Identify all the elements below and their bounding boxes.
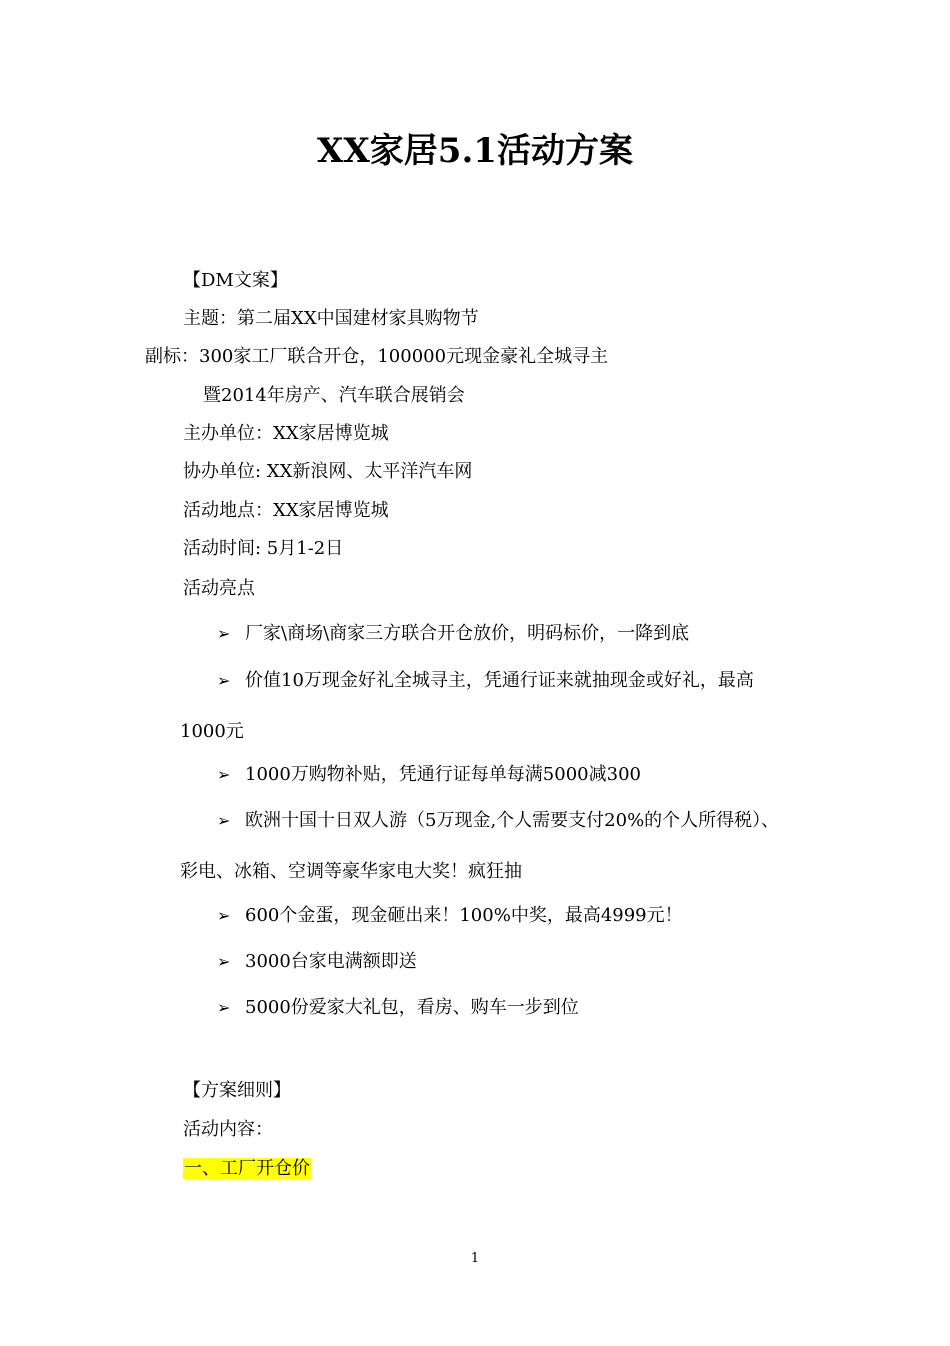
theme-line: 主题：第二届XX中国建材家具购物节	[183, 308, 479, 329]
plan-item-1	[183, 1160, 311, 1178]
arrow-bullet-icon: ➢	[217, 906, 231, 925]
arrow-bullet-icon: ➢	[217, 998, 231, 1017]
arrow-bullet-icon: ➢	[217, 624, 231, 643]
arrow-bullet-icon: ➢	[217, 765, 231, 784]
arrow-bullet-icon: ➢	[217, 811, 231, 830]
highlighted-heading: 一、工厂开仓价	[184, 1158, 310, 1179]
highlight-item	[217, 812, 779, 830]
highlight-text: 3000台家电满额即送	[245, 951, 417, 972]
highlight-continuation: 彩电、冰箱、空调等豪华家电大奖！疯狂抽	[180, 861, 522, 882]
highlight-text: 600个金蛋，现金砸出来！100%中奖，最高4999元！	[245, 905, 683, 926]
highlight-item	[217, 766, 641, 784]
time-line: 活动时间: 5月1-2日	[183, 538, 344, 559]
highlight-continuation: 1000元	[180, 721, 244, 742]
arrow-bullet-icon: ➢	[217, 952, 231, 971]
highlight-item	[217, 907, 683, 925]
highlight-item	[217, 999, 579, 1017]
co-organizer-line: 协办单位: XX新浪网、太平洋汽车网	[183, 461, 473, 482]
organizer-line: 主办单位：XX家居博览城	[183, 423, 389, 444]
document-title: XX家居5.1活动方案	[317, 131, 633, 171]
highlight-text: 1000万购物补贴，凭通行证每单每满5000减300	[245, 764, 641, 785]
dm-section-header: 【DM文案】	[183, 270, 288, 291]
arrow-bullet-icon: ➢	[217, 671, 231, 690]
highlight-text: 5000份爱家大礼包，看房、购车一步到位	[245, 997, 579, 1018]
page-number: 1	[470, 1251, 480, 1266]
subtitle-line-1: 副标：300家工厂联合开仓，100000元现金豪礼全城寻主	[145, 346, 609, 367]
highlight-item	[217, 672, 754, 690]
highlight-item	[217, 625, 689, 643]
highlight-text: 价值10万现金好礼全城寻主，凭通行证来就抽现金或好礼，最高	[245, 670, 754, 691]
plan-section-header: 【方案细则】	[183, 1080, 291, 1101]
location-line: 活动地点：XX家居博览城	[183, 500, 389, 521]
subtitle-line-2: 暨2014年房产、汽车联合展销会	[203, 385, 465, 406]
highlight-text: 欧洲十国十日双人游（5万现金,个人需要支付20%的个人所得税）、	[245, 810, 780, 831]
highlights-label: 活动亮点	[183, 578, 255, 599]
highlight-text: 厂家\商场\商家三方联合开仓放价，明码标价，一降到底	[245, 623, 690, 644]
highlight-item	[217, 953, 417, 971]
activity-content-label: 活动内容：	[183, 1119, 273, 1140]
